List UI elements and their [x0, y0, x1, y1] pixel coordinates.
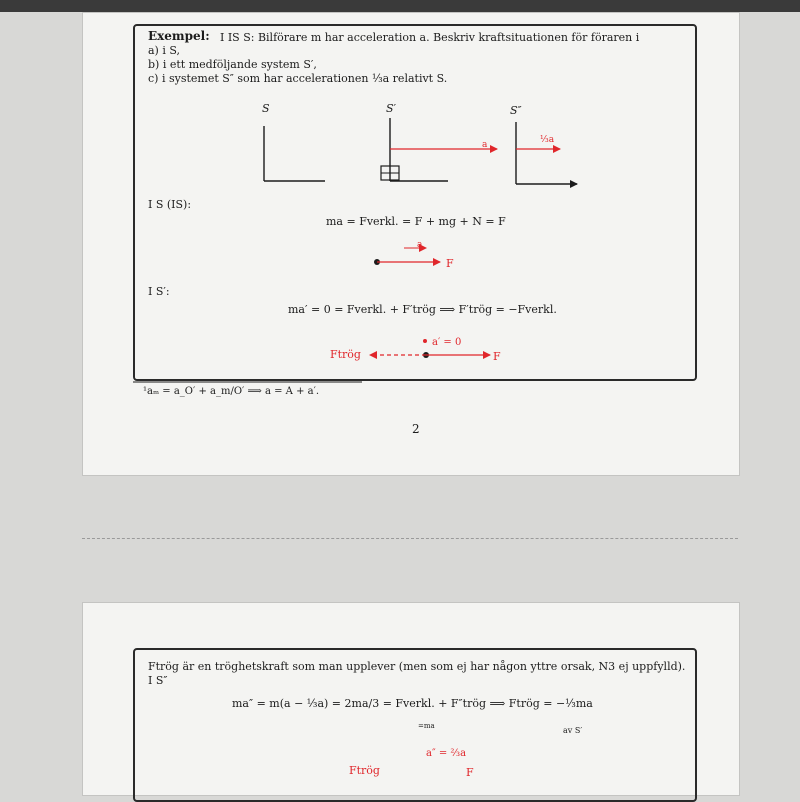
frame-s-axes [264, 126, 325, 181]
frame-arrow-label-a: a [482, 140, 488, 150]
diagram1-force-label: F [446, 257, 454, 270]
example-item-c: c) i systemet S″ som har accelerationen ⅓a relativt S. [148, 72, 448, 85]
equation-s-prime: ma′ = 0 = Fverkl. + F′trög ⟹ F′trög = −Fverkl. [288, 303, 557, 316]
underbrace-label-av: av S′ [563, 726, 583, 735]
example-item-b: b) i ett medföljande system S′, [148, 58, 317, 71]
example-intro: I IS S: Bilförare m har acceleration a. Beskriv kraftsituationen för föraren i [220, 31, 640, 44]
equation-s-double-prime: ma″ = m(a − ⅓a) = 2ma/3 = Fverkl. + F″trög ⟹ Ftrög = −⅓ma [232, 697, 593, 710]
frame-label-s-prime: S′ [386, 102, 397, 115]
force-diagram-s-prime [370, 339, 490, 358]
example-item-a: a) i S, [148, 44, 181, 57]
frame-label-s: S [262, 102, 270, 115]
car-icon [381, 166, 399, 180]
frame-arrow-label-third-a: ⅓a [540, 135, 555, 145]
diagram2-accel-label: a′ = 0 [432, 337, 462, 348]
force-diagram-is [374, 248, 440, 265]
frame-s-prime-axes [390, 118, 497, 181]
frame-label-s-double-prime: S″ [510, 104, 522, 117]
page-number: 2 [412, 422, 420, 436]
diagram1-accel-label: a [417, 240, 423, 250]
diagram3-accel-label: a″ = ⅔a [426, 748, 467, 759]
diagram3-force-label: F [466, 766, 474, 779]
underbrace-label-ma: =ma [418, 722, 435, 730]
equation-is: ma = Fverkl. = F + mg + N = F [326, 215, 506, 228]
diagram3-inertial-label: Ftrög [349, 764, 380, 777]
case-is-label: I S (IS): [148, 198, 192, 211]
footnote: ¹aₘ = a_O′ + a_m/O′ ⟹ a = A + a′. [143, 386, 320, 397]
case-s-double-prime-label: I S″ [148, 674, 168, 687]
diagram2-force-label: F [493, 350, 501, 363]
diagram2-inertial-label: Ftrög [330, 348, 361, 361]
inertial-force-definition: Ftrög är en tröghetskraft som man upplever (men som ej har någon yttre orsak, N3 ej uppfylld). [148, 660, 686, 673]
page-separator [82, 538, 738, 539]
example-heading: Exempel: [148, 29, 210, 43]
case-s-prime-label: I S′: [148, 285, 170, 298]
frame-s-double-prime-axes [516, 122, 577, 184]
